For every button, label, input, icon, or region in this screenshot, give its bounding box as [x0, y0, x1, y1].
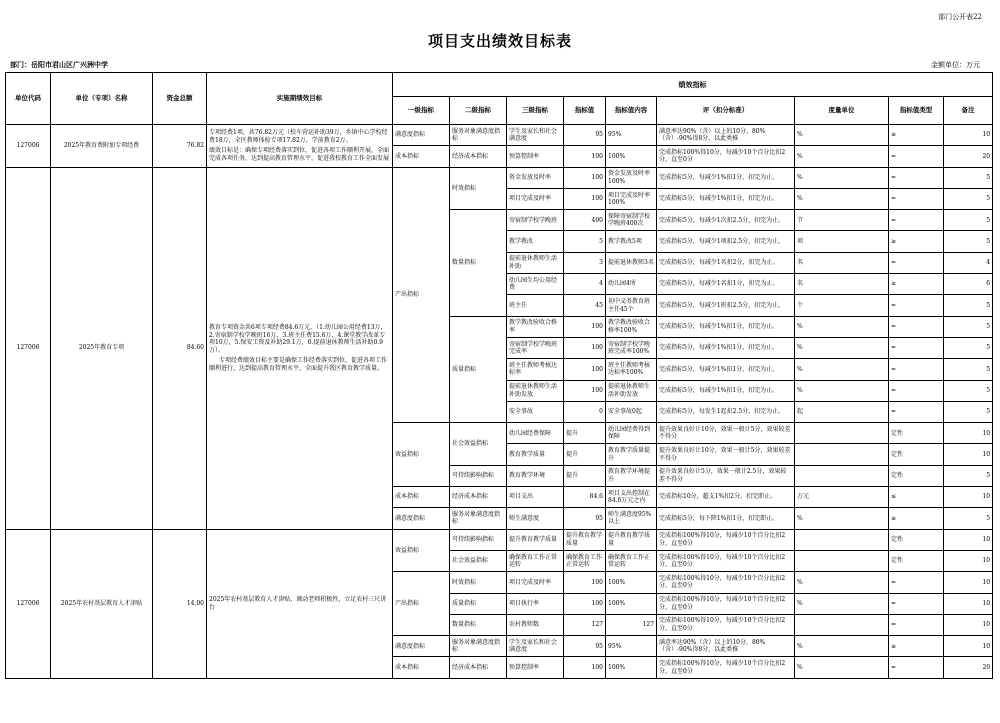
- criteria-cell: 完成指标5分，每减少1%扣1分，扣完为止。: [657, 380, 795, 401]
- unit-cell: %: [795, 636, 889, 657]
- l3-cell: 农村教师数: [507, 614, 564, 635]
- value-cell: 提升: [564, 423, 606, 444]
- l1-cell: 成本指标: [393, 487, 450, 508]
- goal-cell: [207, 125, 393, 168]
- header-measure-unit: 度量单位: [795, 97, 889, 125]
- criteria-cell: 完成指标100%得10分，每减少10个百分比扣2分，直至0分: [657, 614, 795, 635]
- remark-cell: 5: [944, 231, 993, 252]
- criteria-cell: 完成指标5分，每发生1起扣2.5分，扣完为止。: [657, 401, 795, 422]
- unit-code-cell: 127006: [6, 529, 51, 678]
- department-label: 部门：岳阳市君山区广兴洲中学: [10, 60, 108, 69]
- unit-cell: [795, 529, 889, 550]
- criteria-cell: 完成指标5分，每减少1名扣2分，扣完为止。: [657, 252, 795, 273]
- content-cell: 提前退休教师3名: [606, 252, 657, 273]
- vtype-cell: =: [889, 167, 944, 188]
- content-cell: 95%: [606, 125, 657, 146]
- unit-cell: %: [795, 380, 889, 401]
- header-perf: 绩效指标: [393, 73, 993, 97]
- value-cell: 100: [564, 337, 606, 358]
- content-cell: 班主任教师考核达标率100%: [606, 359, 657, 380]
- l2-cell: 服务对象满意度指标: [450, 636, 507, 657]
- content-cell: 资金发放及时率100%: [606, 167, 657, 188]
- unit-cell: %: [795, 593, 889, 614]
- content-cell: 教育教学质量提升: [606, 444, 657, 465]
- l3-cell: 安全事故: [507, 401, 564, 422]
- vtype-cell: =: [889, 380, 944, 401]
- remark-cell: 5: [944, 465, 993, 486]
- vtype-cell: 定性: [889, 423, 944, 444]
- remark-cell: 10: [944, 614, 993, 635]
- unit-cell: 万元: [795, 487, 889, 508]
- value-cell: 0: [564, 401, 606, 422]
- vtype-cell: =: [889, 614, 944, 635]
- unit-cell: %: [795, 146, 889, 167]
- remark-cell: 10: [944, 550, 993, 571]
- remark-cell: 10: [944, 593, 993, 614]
- vtype-cell: =: [889, 401, 944, 422]
- performance-table: [5, 72, 993, 679]
- amount-cell: 84.60: [153, 167, 207, 529]
- l2-cell: 服务对象满意度指标: [450, 508, 507, 529]
- criteria-cell: 提升效果良好计5分，效果一般计2.5分，效果较差不得分: [657, 465, 795, 486]
- l3-cell: 幼儿园经费保障: [507, 423, 564, 444]
- unit-cell: %: [795, 316, 889, 337]
- header-remark: 备注: [944, 97, 993, 125]
- unit-cell: 节: [795, 210, 889, 231]
- value-cell: 84.6: [564, 487, 606, 508]
- page-title: 项目支出绩效目标表: [427, 32, 572, 50]
- content-cell: 教学教改验收合格率100%: [606, 316, 657, 337]
- value-cell: 100: [564, 167, 606, 188]
- unit-cell: 名: [795, 274, 889, 295]
- vtype-cell: ≤: [889, 487, 944, 508]
- l1-cell: 满意度指标: [393, 508, 450, 529]
- remark-cell: 5: [944, 359, 993, 380]
- project-name-cell: 2025年农村基层教育人才津贴: [51, 529, 153, 678]
- criteria-cell: 完成指标100%得10分，每减少10个百分比扣2分，直至0分: [657, 572, 795, 593]
- amount-unit-label: 金额单位：万元: [931, 61, 980, 69]
- criteria-cell: 完成指标5分，每减少1%扣1分，扣完为止。: [657, 359, 795, 380]
- header-total-funds: 资金总额: [153, 73, 207, 125]
- vtype-cell: 定性: [889, 465, 944, 486]
- vtype-cell: =: [889, 316, 944, 337]
- vtype-cell: =: [889, 252, 944, 273]
- l2-cell: 服务对象满意度指标: [450, 125, 507, 146]
- remark-cell: 5: [944, 380, 993, 401]
- l3-cell: 资金发放及时率: [507, 167, 564, 188]
- remark-cell: 10: [944, 487, 993, 508]
- remark-cell: 5: [944, 337, 993, 358]
- criteria-cell: 完成指标5分，每下降1%扣1分，扣完即止。: [657, 508, 795, 529]
- vtype-cell: 定性: [889, 550, 944, 571]
- value-cell: 100: [564, 316, 606, 337]
- l3-cell: 师生满意度: [507, 508, 564, 529]
- value-cell: 400: [564, 210, 606, 231]
- goal-text: 教育专项资金共6项专项经费84.6万元，（1.幼儿园公用经费13万，2.寄宿制学校学晚班16万，3.班主任费15.6万，4.课堂教学改革专项10万，5.保安工资及补助29.1万，6.提前退休教师生活补助0.9万）。: [209, 324, 387, 354]
- content-cell: 100%: [606, 657, 657, 678]
- vtype-cell: 定性: [889, 529, 944, 550]
- remark-cell: 5: [944, 401, 993, 422]
- value-cell: 95: [564, 636, 606, 657]
- goal-text: 专项经费绩效目标主要是确保工作经费落实到位，促进各项工作顺利进行，达到提高教育管理水平，全面提升我区教育教学质量。: [209, 357, 388, 372]
- remark-cell: 5: [944, 508, 993, 529]
- table-row: [6, 529, 993, 550]
- remark-cell: 5: [944, 188, 993, 209]
- criteria-cell: 完成指标100%得10分，每减少10个百分比扣2分，直至0分: [657, 550, 795, 571]
- criteria-cell: 完成指标5分，每减少1名扣1分，扣完为止。: [657, 274, 795, 295]
- l2-cell: 经济成本指标: [450, 146, 507, 167]
- criteria-cell: 满意率达90%（含）以上的10分，80%（含）-90%得8分，以此类推: [657, 636, 795, 657]
- l3-cell: 教育教学环境: [507, 465, 564, 486]
- l2-cell: 数量指标: [450, 614, 507, 635]
- remark-cell: 10: [944, 125, 993, 146]
- value-cell: 100: [564, 359, 606, 380]
- remark-cell: 20: [944, 146, 993, 167]
- header-unit-name: 单位（专项）名称: [51, 73, 153, 125]
- vtype-cell: 定性: [889, 444, 944, 465]
- content-cell: 教育教学环境提升: [606, 465, 657, 486]
- l2-cell: 可持续影响指标: [450, 529, 507, 550]
- value-cell: 100: [564, 593, 606, 614]
- unit-cell: [795, 614, 889, 635]
- criteria-cell: 完成指标5分，每减少1班扣2.5分，扣完为止。: [657, 295, 795, 316]
- criteria-cell: 完成指标100%得10分，每减少10个百分比扣2分，直至0分: [657, 529, 795, 550]
- goal-text: 专项经费1项，共76.82万元（校车营运补助39万，乡镇中心学校经费18万，全区教师体检专项17.82万，学前教育2万。: [209, 129, 388, 144]
- unit-cell: %: [795, 572, 889, 593]
- vtype-cell: =: [889, 657, 944, 678]
- project-name-cell: 2025年教育费附加专项经费: [51, 125, 153, 168]
- l3-cell: 项目完成及时率: [507, 188, 564, 209]
- unit-code-cell: 127006: [6, 167, 51, 529]
- value-cell: 4: [564, 274, 606, 295]
- l2-cell: 社会效益指标: [450, 550, 507, 571]
- l1-cell: 效益指标: [393, 423, 450, 487]
- unit-cell: 起: [795, 401, 889, 422]
- project-name-cell: 2025年教育专项: [51, 167, 153, 529]
- content-cell: 127: [606, 614, 657, 635]
- goal-text: 绩效目标是：确保专项经费落实到位，促进各项工作顺利开展，全面完成各项任务，达到提高教育管理水平，促进我校教育工作全面发展: [209, 147, 390, 162]
- unit-cell: [795, 423, 889, 444]
- vtype-cell: =: [889, 188, 944, 209]
- value-cell: 100: [564, 657, 606, 678]
- remark-cell: 10: [944, 444, 993, 465]
- l1-cell: 产出指标: [393, 167, 450, 423]
- table-row: [6, 167, 993, 188]
- vtype-cell: =: [889, 210, 944, 231]
- l3-cell: 班主任教师考核达标率: [507, 359, 564, 380]
- unit-cell: 名: [795, 252, 889, 273]
- l1-cell: 满意度指标: [393, 125, 450, 146]
- content-cell: 幼儿园4所: [606, 274, 657, 295]
- l3-cell: 确保教育工作正常运转: [507, 550, 564, 571]
- l3-cell: 提升教育教学质量: [507, 529, 564, 550]
- unit-cell: [795, 444, 889, 465]
- content-cell: 幼儿园经费得到保障: [606, 423, 657, 444]
- criteria-cell: 完成指标100%得10分，每减少10个百分比扣2分，直至0分: [657, 146, 795, 167]
- l1-cell: 满意度指标: [393, 636, 450, 657]
- l3-cell: 学生及家长和社会满意度: [507, 636, 564, 657]
- goal-text: 2025年农村基层教育人才津贴，调动老师积极性，立足农村三尺讲台: [209, 596, 387, 611]
- l3-cell: 教学教改: [507, 231, 564, 252]
- l2-cell: 质量指标: [450, 316, 507, 422]
- header-target: 实施期绩效目标: [207, 73, 393, 125]
- remark-cell: 10: [944, 636, 993, 657]
- vtype-cell: ≥: [889, 231, 944, 252]
- unit-cell: %: [795, 508, 889, 529]
- criteria-cell: 完成指标5分，每减少1%扣1分，扣完为止。: [657, 167, 795, 188]
- value-cell: 100: [564, 146, 606, 167]
- value-cell: 100: [564, 572, 606, 593]
- l3-cell: 项目执行率: [507, 593, 564, 614]
- remark-cell: 6: [944, 274, 993, 295]
- l2-cell: 数量指标: [450, 210, 507, 316]
- criteria-cell: 完成指标5分，每减少1%扣1分，扣完为止。: [657, 188, 795, 209]
- criteria-cell: 完成指标5分，每减少1%扣1分，扣完为止。: [657, 316, 795, 337]
- header-unit-code: 单位代码: [6, 73, 51, 125]
- l3-cell: 教学教改验收合格率: [507, 316, 564, 337]
- value-cell: 提升: [564, 465, 606, 486]
- unit-cell: %: [795, 125, 889, 146]
- content-cell: 100%: [606, 146, 657, 167]
- criteria-cell: 完成指标5分，每减少1项扣2.5分，扣完为止。: [657, 231, 795, 252]
- remark-cell: 10: [944, 423, 993, 444]
- remark-cell: 10: [944, 529, 993, 550]
- value-cell: 100: [564, 188, 606, 209]
- l3-cell: 项目完成及时率: [507, 572, 564, 593]
- vtype-cell: =: [889, 593, 944, 614]
- content-cell: 师生满意度95%以上: [606, 508, 657, 529]
- vtype-cell: =: [889, 359, 944, 380]
- value-cell: 3: [564, 252, 606, 273]
- content-cell: 95%: [606, 636, 657, 657]
- goal-cell: [207, 529, 393, 678]
- criteria-cell: 提升效果良好计10分，效果一般计5分，效果较差不得分: [657, 423, 795, 444]
- l3-cell: 学生及家长和社会满意度: [507, 125, 564, 146]
- remark-cell: 5: [944, 210, 993, 231]
- l3-cell: 寄宿制学校学晚班完成率: [507, 337, 564, 358]
- l2-cell: 可持续影响指标: [450, 465, 507, 486]
- content-cell: 100%: [606, 593, 657, 614]
- l1-cell: 成本指标: [393, 146, 450, 167]
- value-cell: 95: [564, 508, 606, 529]
- content-cell: 提前退休教师生活补助发放: [606, 380, 657, 401]
- unit-cell: [795, 465, 889, 486]
- content-cell: 100%: [606, 572, 657, 593]
- l3-cell: 教育教学质量: [507, 444, 564, 465]
- vtype-cell: =: [889, 146, 944, 167]
- unit-cell: %: [795, 167, 889, 188]
- l2-cell: 经济成本指标: [450, 487, 507, 508]
- l1-cell: 成本指标: [393, 657, 450, 678]
- remark-cell: 10: [944, 572, 993, 593]
- vtype-cell: =: [889, 572, 944, 593]
- criteria-cell: 完成指标100%得10分，每减少10个百分比扣2分，直至0分: [657, 593, 795, 614]
- l2-cell: 社会效益指标: [450, 423, 507, 466]
- content-cell: 提升教育教学质量: [606, 529, 657, 550]
- unit-code-cell: 127006: [6, 125, 51, 168]
- header-l3: 三级指标: [507, 97, 564, 125]
- content-cell: 寄宿制学校学晚班完成率100%: [606, 337, 657, 358]
- goal-cell: [207, 167, 393, 529]
- criteria-cell: 满意率达90%（含）以上的10分，80%（含）-90%得8分，以此类推: [657, 125, 795, 146]
- unit-cell: %: [795, 188, 889, 209]
- l2-cell: 经济成本指标: [450, 657, 507, 678]
- l3-cell: 提前退休教师生活补助发放: [507, 380, 564, 401]
- header-l1: 一级指标: [393, 97, 450, 125]
- header-criteria: 评（扣分标准）: [657, 97, 795, 125]
- value-cell: 45: [564, 295, 606, 316]
- value-cell: 5: [564, 231, 606, 252]
- header-content: 指标值内容: [606, 97, 657, 125]
- header-l2: 二级指标: [450, 97, 507, 125]
- value-cell: 127: [564, 614, 606, 635]
- l2-cell: 质量指标: [450, 593, 507, 614]
- vtype-cell: ≥: [889, 274, 944, 295]
- criteria-cell: 完成指标5分，每减少1%扣1分，扣完为止。: [657, 337, 795, 358]
- remark-cell: 4: [944, 252, 993, 273]
- unit-cell: 个: [795, 295, 889, 316]
- l2-cell: 时效指标: [450, 167, 507, 210]
- unit-cell: [795, 550, 889, 571]
- criteria-cell: 提升效果良好计10分，效果一般计5分，效果较差不得分: [657, 444, 795, 465]
- vtype-cell: ≥: [889, 508, 944, 529]
- value-cell: 确保教育工作正常运转: [564, 550, 606, 571]
- l3-cell: 提前退休教师生活补助: [507, 252, 564, 273]
- l1-cell: 效益指标: [393, 529, 450, 572]
- remark-cell: 5: [944, 295, 993, 316]
- l3-cell: 幼儿园生均公用经费: [507, 274, 564, 295]
- amount-cell: 76.82: [153, 125, 207, 168]
- unit-cell: %: [795, 359, 889, 380]
- l3-cell: 预算控制率: [507, 657, 564, 678]
- value-cell: 95: [564, 125, 606, 146]
- vtype-cell: =: [889, 337, 944, 358]
- content-cell: 安全事故0起: [606, 401, 657, 422]
- amount-cell: 14.00: [153, 529, 207, 678]
- content-cell: 项目支出控制在84.6万元之内: [606, 487, 657, 508]
- value-cell: 提升教育教学质量: [564, 529, 606, 550]
- content-cell: 初中义务教育班主任45个: [606, 295, 657, 316]
- content-cell: 项目完成及时率100%: [606, 188, 657, 209]
- value-cell: 提升: [564, 444, 606, 465]
- content-cell: 确保教育工作正常运转: [606, 550, 657, 571]
- unit-cell: %: [795, 657, 889, 678]
- vtype-cell: =: [889, 295, 944, 316]
- vtype-cell: ≥: [889, 125, 944, 146]
- corner-label: 部门公开表22: [938, 13, 982, 21]
- l2-cell: 时效指标: [450, 572, 507, 593]
- unit-cell: 项: [795, 231, 889, 252]
- l3-cell: 预算控制率: [507, 146, 564, 167]
- table-row: [6, 125, 993, 146]
- criteria-cell: 完成指标5分，每减少1次扣2.5分，扣完为止。: [657, 210, 795, 231]
- l3-cell: 项目支出: [507, 487, 564, 508]
- l3-cell: 寄宿制学校学晚班: [507, 210, 564, 231]
- remark-cell: 20: [944, 657, 993, 678]
- remark-cell: 5: [944, 167, 993, 188]
- l3-cell: 班主任: [507, 295, 564, 316]
- criteria-cell: 完成指标10分，超支1%扣2分，扣完即止。: [657, 487, 795, 508]
- unit-cell: %: [795, 337, 889, 358]
- vtype-cell: ≥: [889, 636, 944, 657]
- value-cell: 100: [564, 380, 606, 401]
- header-value: 指标值: [564, 97, 606, 125]
- content-cell: 保障寄宿制学校学晚班400次: [606, 210, 657, 231]
- l1-cell: 产出指标: [393, 572, 450, 636]
- remark-cell: 5: [944, 316, 993, 337]
- header-value-type: 指标值类型: [889, 97, 944, 125]
- criteria-cell: 完成指标100%得10分，每减少10个百分比扣2分，直至0分: [657, 657, 795, 678]
- content-cell: 教学教改5项: [606, 231, 657, 252]
